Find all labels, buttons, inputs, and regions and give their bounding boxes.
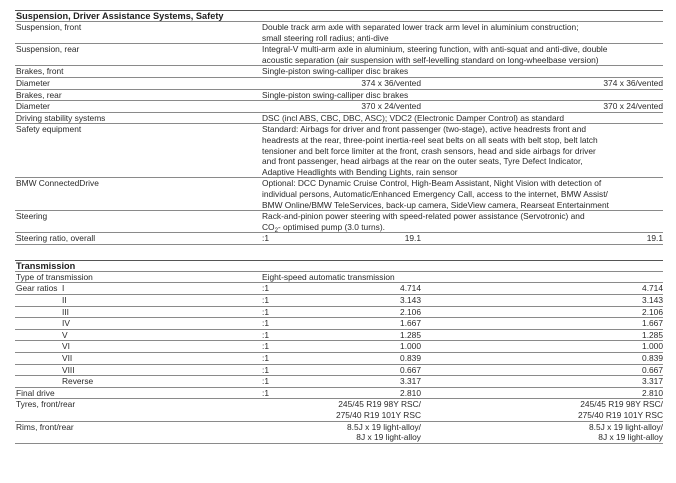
spec-label: Driving stability systems [15, 112, 261, 124]
unit-label: :1 [262, 329, 269, 340]
gear-number: IV [62, 318, 70, 329]
value-line: 8J x 19 light-alloy [598, 432, 663, 443]
spec-value-col1 [261, 329, 421, 341]
spec-value-line: Standard: Airbags for driver and front passenger (two-stage), active headrests front and [262, 124, 587, 135]
value: 3.317 [400, 376, 421, 387]
spec-label [15, 353, 261, 365]
spec-value-line: BMW Online/BMW TeleServices, back-up camera, SideView camera, Rearseat Entertainment [262, 199, 609, 210]
spec-row-brakes-rear [15, 89, 663, 101]
gear-number: Reverse [62, 376, 94, 387]
spec-label: Diameter [15, 101, 261, 113]
spec-value-col2: 0.667 [421, 364, 663, 376]
gear-ratio-row [15, 341, 663, 353]
spec-label: Final drive [15, 387, 261, 399]
spec-value-col2: 0.839 [421, 353, 663, 365]
spec-row-safety-equipment [15, 124, 663, 178]
spec-label [15, 306, 261, 318]
value-line: 275/40 R19 101Y RSC [335, 410, 421, 420]
spec-value-line: headrests at the rear, three-point inertia-reel seat belts on all seats with belt stop, belt latch [262, 134, 598, 145]
gear-ratio-row [15, 295, 663, 307]
gear-ratio-row [15, 364, 663, 376]
spec-value-col1 [261, 387, 421, 399]
gear-ratio-row [15, 329, 663, 341]
spec-value [261, 178, 663, 211]
spec-value-line: Rack-and-pinion power steering with speed-related power assistance (Servotronic) and [262, 211, 585, 222]
spec-label [15, 341, 261, 353]
value: 4.714 [400, 283, 421, 294]
value: 2.106 [400, 306, 421, 317]
spec-row-steering [15, 211, 663, 233]
spec-value: Single-piston swing-calliper disc brakes [261, 66, 663, 78]
spec-row-connected-drive [15, 178, 663, 211]
spec-value [261, 211, 663, 233]
spec-value-col1 [261, 318, 421, 330]
spec-label: Rims, front/rear [15, 421, 261, 443]
spec-row-final-drive [15, 387, 663, 399]
spec-value: Eight-speed automatic transmission [261, 271, 663, 283]
spec-label: BMW ConnectedDrive [15, 178, 261, 211]
spec-value-col2: 19.1 [421, 233, 663, 245]
value: 1.000 [400, 341, 421, 352]
spec-label [15, 295, 261, 307]
value: 1.667 [400, 318, 421, 329]
gear-ratio-row [15, 283, 663, 295]
spec-value-col1: 370 x 24/vented [261, 101, 421, 113]
gear-ratio-row [15, 306, 663, 318]
unit-label: :1 [262, 387, 269, 398]
spec-value [261, 124, 663, 178]
spec-value-col2: 2.106 [421, 306, 663, 318]
spec-value-line: $CO_2-$ optimised pump (3.0 turns). [262, 221, 385, 234]
spec-value-col2: 1.285 [421, 329, 663, 341]
spec-value-col2 [421, 421, 663, 443]
spec-value-col1 [261, 295, 421, 307]
spec-label: Suspension, front [15, 22, 261, 44]
spec-value-line: tensioner and belt force limiter at the front, crash sensors, head and side airbags for driver [262, 145, 596, 156]
spec-value-col1 [261, 421, 421, 443]
unit-label: :1 [262, 306, 269, 317]
gear-ratio-rows [15, 283, 663, 387]
unit-label: :1 [262, 376, 269, 387]
spec-value-line: Integral-V multi-arm axle in aluminium, steering function, with anti-squat and anti-dive, double [262, 44, 608, 55]
unit-label: :1 [262, 341, 269, 352]
spec-value-line: Double track arm axle with separated lower track arm level in aluminium construction; [262, 22, 579, 32]
spec-value-col1: 374 x 36/vented [261, 77, 421, 89]
spec-value-col2: 1.667 [421, 318, 663, 330]
section-title: Transmission [15, 260, 663, 271]
value-line: 8.5J x 19 light-alloy/ [588, 421, 663, 432]
spec-row-tyres [15, 399, 663, 421]
value: 2.810 [400, 387, 421, 398]
spec-value-col1 [261, 376, 421, 388]
subscript: 2 [274, 227, 278, 234]
value: 1.285 [400, 329, 421, 340]
gear-number: VIII [62, 364, 75, 375]
spec-row-diameter-front [15, 77, 663, 89]
spec-value: DSC (incl ABS, CBC, DBC, ASC); VDC2 (Electronic Damper Control) as standard [261, 112, 663, 124]
gear-number: VII [62, 353, 73, 364]
spec-label: Diameter [15, 77, 261, 89]
value-line: 8J x 19 light-alloy [356, 432, 421, 443]
spec-value-col1 [261, 399, 421, 421]
spec-value [261, 44, 663, 66]
value-line: 245/45 R19 98Y RSC/ [580, 399, 663, 410]
spec-label [15, 283, 261, 295]
spec-value-col1 [261, 306, 421, 318]
spec-value-col1 [261, 233, 421, 245]
unit-label: :1 [262, 233, 269, 244]
spec-value-line: acoustic separation (air suspension with self-levelling standard on long-wheelbase version) [262, 54, 599, 65]
spec-value-line: individual persons, Automatic/Enhanced Emergency Call, access to the internet, BMW Assist/ [262, 188, 608, 199]
spec-label [15, 376, 261, 388]
spec-row-diameter-rear [15, 101, 663, 113]
spec-row-transmission-type [15, 271, 663, 283]
spec-value-col2: 3.317 [421, 376, 663, 388]
spec-value-line: Adaptive Headlights with Bending Lights, rain sensor [262, 166, 458, 177]
spec-value-line: and front passenger, head airbags at the rear on the outer seats, Tyre Defect Indicator, [262, 156, 583, 167]
unit-label: :1 [262, 353, 269, 364]
spec-row-brakes-front [15, 66, 663, 78]
unit-label: :1 [262, 283, 269, 294]
spec-label: Suspension, rear [15, 44, 261, 66]
unit-label: :1 [262, 318, 269, 329]
spec-row-driving-stability [15, 112, 663, 124]
value-line: 8.5J x 19 light-alloy/ [346, 421, 421, 432]
spec-value-col2: 4.714 [421, 283, 663, 295]
section-title: Suspension, Driver Assistance Systems, Safety [15, 11, 663, 22]
section-heading-transmission [15, 260, 663, 271]
gear-number: I [62, 283, 65, 294]
spec-label: Steering [15, 211, 261, 233]
spec-value-col2: 2.810 [421, 387, 663, 399]
gear-number: III [62, 306, 69, 317]
value-line: 275/40 R19 101Y RSC [577, 410, 663, 420]
spec-label: Steering ratio, overall [15, 233, 261, 245]
gear-number: V [62, 329, 68, 340]
spec-value-col2: 1.000 [421, 341, 663, 353]
spec-value-col2: 374 x 36/vented [421, 77, 663, 89]
spec-value [261, 22, 663, 44]
spec-label: Tyres, front/rear [15, 399, 261, 421]
spec-row-steering-ratio [15, 233, 663, 245]
spec-value-col1 [261, 341, 421, 353]
spec-label: Safety equipment [15, 124, 261, 178]
spec-value-col2 [421, 399, 663, 421]
spec-sheet [15, 10, 663, 444]
gear-number: II [62, 295, 67, 306]
spec-value-line: Optional: DCC Dynamic Cruise Control, High-Beam Assistant, Night Vision with detection of [262, 178, 602, 189]
value: 0.839 [400, 353, 421, 364]
spec-row-suspension-front [15, 22, 663, 44]
spec-label [15, 364, 261, 376]
gear-ratios-label: Gear ratios [16, 283, 58, 294]
spec-label [15, 329, 261, 341]
spec-value-col1 [261, 364, 421, 376]
section-spacer [15, 244, 663, 260]
spec-value-col1 [261, 283, 421, 295]
value: 3.143 [400, 295, 421, 306]
spec-value-line: small steering roll radius; anti-dive [262, 32, 389, 43]
value-line: 245/45 R19 98Y RSC/ [338, 399, 421, 410]
spec-label [15, 318, 261, 330]
spec-label: Brakes, front [15, 66, 261, 78]
spec-label: Type of transmission [15, 271, 261, 283]
gear-ratio-row [15, 376, 663, 388]
spec-value-col2: 370 x 24/vented [421, 101, 663, 113]
spec-value-col2: 3.143 [421, 295, 663, 307]
spec-label: Brakes, rear [15, 89, 261, 101]
unit-label: :1 [262, 364, 269, 375]
spec-row-suspension-rear [15, 44, 663, 66]
spec-value-col1 [261, 353, 421, 365]
spec-row-rims [15, 421, 663, 443]
section-heading-suspension [15, 11, 663, 22]
gear-ratio-row [15, 353, 663, 365]
gear-number: VI [62, 341, 70, 352]
spec-table [15, 10, 663, 444]
unit-label: :1 [262, 295, 269, 306]
value: 0.667 [400, 364, 421, 375]
spec-value: Single-piston swing-calliper disc brakes [261, 89, 663, 101]
gear-ratio-row [15, 318, 663, 330]
value: 19.1 [404, 233, 421, 244]
